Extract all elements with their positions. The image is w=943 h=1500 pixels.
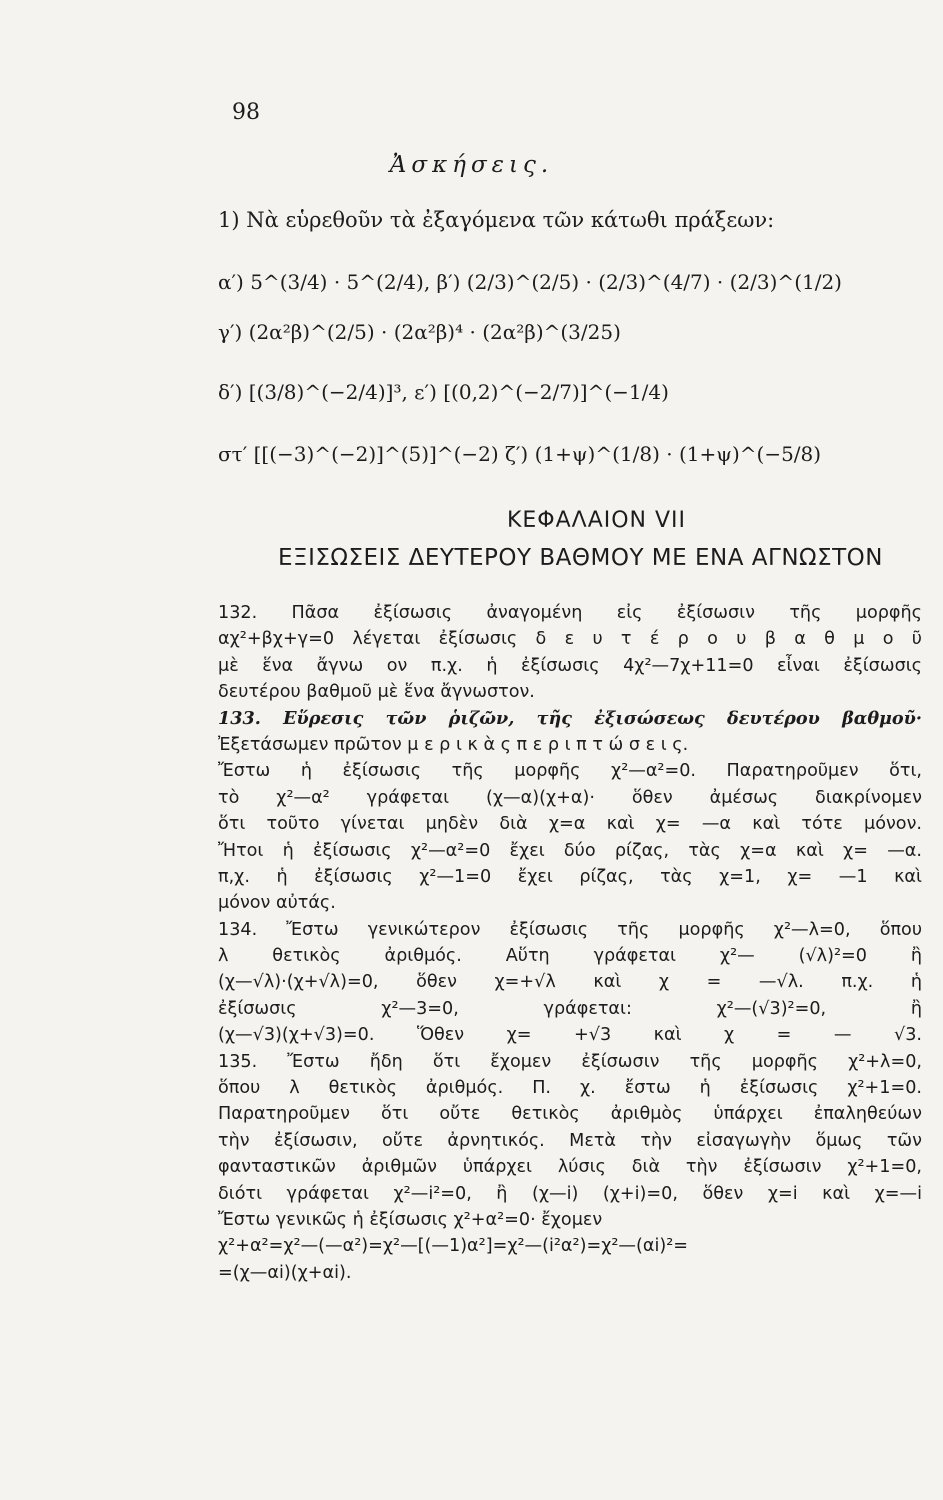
text-line: π,χ. ἡ ἐξίσωσις χ²—1=0 ἔχει ρίζας, τὰς χ=1, χ= —1 καὶ [218,866,922,887]
exercise-item: γ′) (2α²β)^(2/5) · (2α²β)⁴ · (2α²β)^(3/25) [218,320,621,344]
chapter-label: ΚΕΦΑΛΑΙΟΝ VII [506,508,687,533]
exercises-title: Ἀσκήσεις. [389,152,554,178]
text-line: ὅπου λ θετικὸς ἀριθμός. Π. χ. ἔστω ἡ ἐξίσωσις χ²+1=0. [218,1078,922,1099]
exercises-intro: 1) Νὰ εὑρεθοῦν τὰ ἐξαγόμενα τῶν κάτωθι πράξεων: [218,208,775,232]
body-text [218,600,922,1286]
text-line: (χ—√3)(χ+√3)=0. Ὅθεν χ= +√3 καὶ χ = — √3. [218,1025,922,1046]
text-line: 132. Πᾶσα ἐξίσωσις ἀναγομένη εἰς ἐξίσωσιν τῆς μορφῆς [218,603,922,623]
exercise-item: α′) 5^(3/4) · 5^(2/4), β′) (2/3)^(2/5) · (2/3)^(4/7) · (2/3)^(1/2) [218,270,842,294]
text-line: (χ—√λ)·(χ+√λ)=0, ὅθεν χ=+√λ καὶ χ = —√λ. π.χ. ἡ [218,972,922,993]
chapter-title: ΕΞΙΣΩΣΕΙΣ ΔΕΥΤΕΡΟΥ ΒΑΘΜΟΥ ΜΕ ΕΝΑ ΑΓΝΩΣΤΟΝ [278,545,883,571]
text-line: λ θετικὸς ἀριθμός. Αὕτη γράφεται χ²— (√λ)²=0 ἢ [218,946,922,967]
text-line: ἐξίσωσις χ²—3=0, γράφεται: χ²—(√3)²=0, ἢ [218,998,922,1019]
section-heading: 133. Εὕρεσις τῶν ῥιζῶν, τῆς ἐξισώσεως δευτέρου βαθμοῦ· [218,707,922,729]
text-line: Ἤτοι ἡ ἐξίσωσις χ²—α²=0 ἔχει δύο ρίζας, τὰς χ=α καὶ χ= —α. [218,840,922,861]
exercise-item: στ′ [[(−3)^(−2)]^(5)]^(−2) ζ′) (1+ψ)^(1/8) · (1+ψ)^(−5/8) [218,442,822,466]
text-line: =(χ—αi)(χ+αi). [218,1262,352,1283]
text-line: μόνον αὐτάς. [218,893,336,914]
text-line: δευτέρου βαθμοῦ μὲ ἕνα ἄγνωστον. [218,682,535,703]
page-number: 98 [232,100,260,125]
text-line: Ἐξετάσωμεν πρῶτον μ ε ρ ι κ ὰ ς π ε ρ ι π τ ώ σ ε ι ς. [218,734,689,755]
text-line: μὲ ἕνα ἄγνω ον π.χ. ἡ ἐξίσωσις 4χ²—7χ+11=0 εἶναι ἐξίσωσις [218,655,922,676]
text-line: Ἔστω ἡ ἐξίσωσις τῆς μορφῆς χ²—α²=0. Παρατηροῦμεν ὅτι, [218,761,922,782]
text-line: Ἔστω γενικῶς ἡ ἐξίσωσις χ²+α²=0· ἔχομεν [218,1209,603,1230]
text-line: τὴν ἐξίσωσιν, οὔτε ἀρνητικός. Μετὰ τὴν εἰσαγωγὴν ὅμως τῶν [218,1130,922,1151]
text-line: τὸ χ²—α² γράφεται (χ—α)(χ+α)· ὅθεν ἀμέσως διακρίνομεν [218,787,922,808]
text-line: 134. Ἔστω γενικώτερον ἐξίσωσις τῆς μορφῆς χ²—λ=0, ὅπου [218,919,922,940]
text-line: διότι γράφεται χ²—i²=0, ἢ (χ—i) (χ+i)=0, ὅθεν χ=i καὶ χ=—i [218,1183,922,1204]
exercise-item: δ′) [(3/8)^(−2/4)]³, ε′) [(0,2)^(−2/7)]^(−1/4) [218,380,669,404]
text-line: χ²+α²=χ²—(—α²)=χ²—[(—1)α²]=χ²—(i²α²)=χ²—(αi)²= [218,1236,689,1257]
text-line: φανταστικῶν ἀριθμῶν ὑπάρχει λύσις διὰ τὴν ἐξίσωσιν χ²+1=0, [218,1157,922,1178]
text-line: αχ²+βχ+γ=0 λέγεται ἐξίσωσις δ ε υ τ έ ρ ο υ β α θ μ ο ῦ [218,629,922,650]
text-line: ὅτι τοῦτο γίνεται μηδὲν διὰ χ=α καὶ χ= —α καὶ τότε μόνον. [218,814,922,835]
text-line: 135. Ἔστω ἤδη ὅτι ἔχομεν ἐξίσωσιν τῆς μορφῆς χ²+λ=0, [218,1051,922,1072]
text-line: Παρατηροῦμεν ὅτι οὔτε θετικὸς ἀριθμὸς ὑπάρχει ἐπαληθεύων [218,1104,922,1125]
